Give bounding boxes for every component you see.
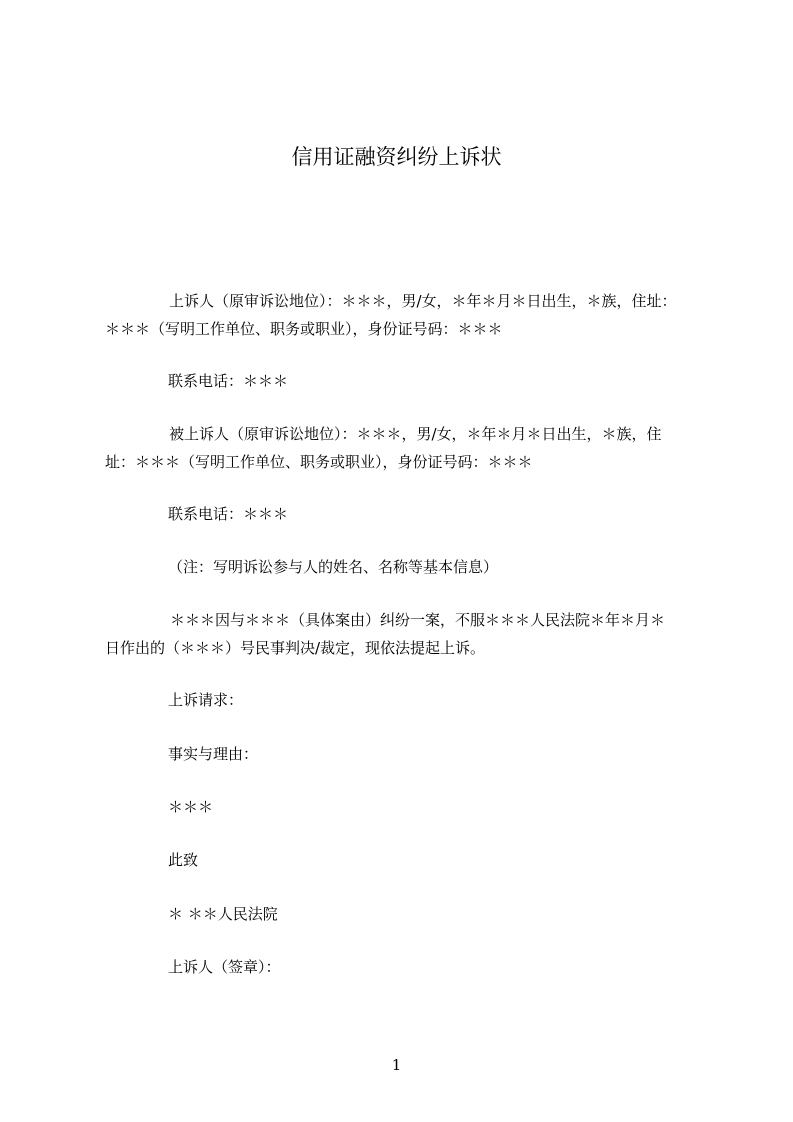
court-name: ＊ ＊＊人民法院 — [168, 905, 278, 923]
case-statement-line-2: 日作出的（＊＊＊）号民事判决/裁定，现依法提起上诉。 — [105, 639, 486, 657]
appellee-paragraph — [105, 420, 705, 476]
salutation: 此致 — [168, 851, 199, 869]
document-title: 信用证融资纠纷上诉状 — [291, 145, 502, 169]
case-statement-line-1: ＊＊＊因与＊＊＊（具体案由）纠纷一案，不服＊＊＊人民法院＊年＊月＊ — [170, 611, 666, 629]
appellant-phone: 联系电话：＊＊＊ — [168, 372, 289, 390]
appellant-paragraph — [105, 287, 705, 343]
page-number: 1 — [391, 1056, 402, 1074]
appellee-line-2: 址：＊＊＊（写明工作单位、职务或职业），身份证号码：＊＊＊ — [105, 453, 533, 471]
appellee-phone: 联系电话：＊＊＊ — [168, 505, 289, 523]
appellant-line-1: 上诉人（原审诉讼地位）：＊＊＊，男/女，＊年＊月＊日出生，＊族，住址： — [169, 292, 677, 310]
participant-note: （注：写明诉讼参与人的姓名、名称等基本信息） — [168, 558, 499, 576]
facts-reasons-content: ＊＊＊ — [168, 798, 214, 816]
appellant-line-2: ＊＊＊（写明工作单位、职务或职业），身份证号码：＊＊＊ — [105, 320, 503, 338]
appeal-requests-heading: 上诉请求： — [168, 691, 244, 709]
signature-line: 上诉人（签章）： — [168, 958, 281, 976]
facts-reasons-heading: 事实与理由： — [168, 745, 259, 763]
appellee-line-1: 被上诉人（原审诉讼地位）：＊＊＊，男/女，＊年＊月＊日出生，＊族，住 — [169, 425, 662, 443]
case-statement — [105, 606, 705, 662]
